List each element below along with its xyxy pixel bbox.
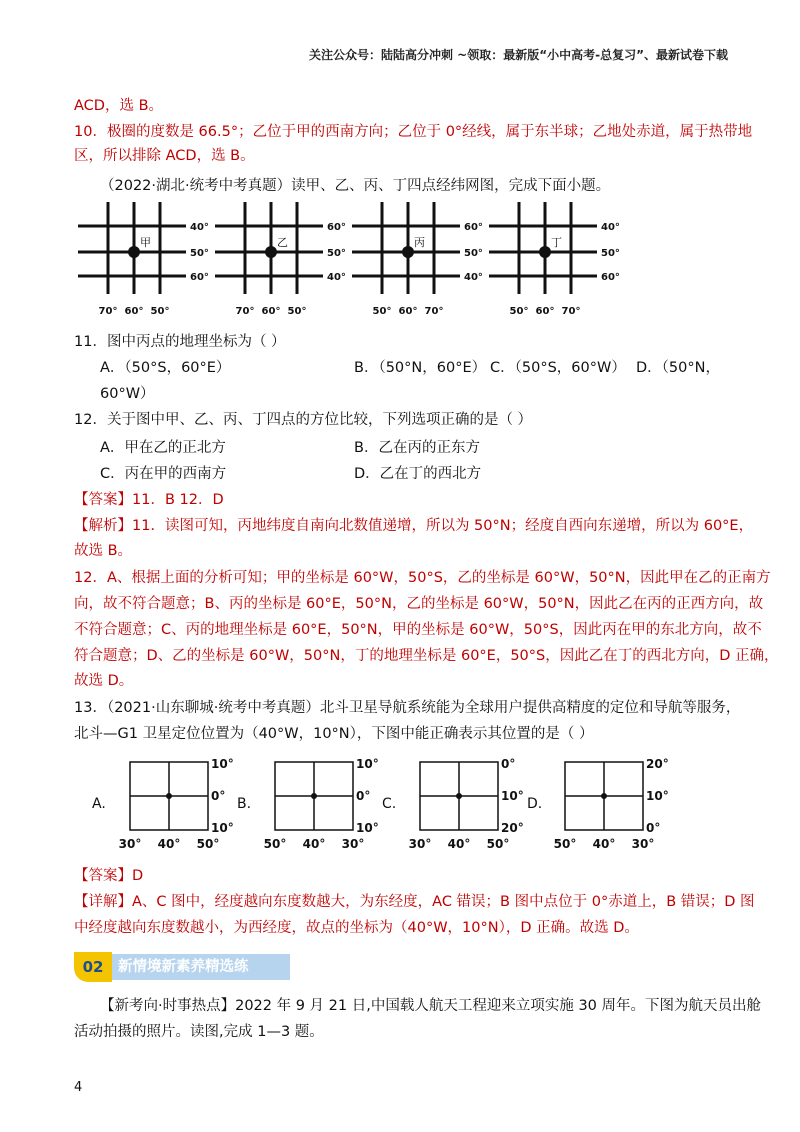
longitude-label: 50° [196,837,220,851]
location-point [456,793,462,799]
longitude-label: 40° [157,837,181,851]
point-label: 丙 [414,236,425,249]
longitude-label: 70° [98,306,118,317]
longitude-label: 60° [535,306,555,317]
location-point [265,246,277,258]
longitude-label: 60° [124,306,144,317]
latitude-label: 10° [646,789,669,803]
answer-line: 【答案】11．B 12．D [74,492,224,508]
location-point [402,246,414,258]
latitude-label: 40° [327,272,346,283]
longitude-label: 30° [118,837,142,851]
option-a: A．（50°S，60°E） [100,360,231,376]
question-12: 12．关于图中甲、乙、丙、丁四点的方位比较，下列选项正确的是（ ） [74,412,533,428]
option-a: A．甲在乙的正北方 [100,440,226,456]
detail-line: 【详解】A、C 图中，经度越向东度数越大，为东经度，AC 错误；B 图中点位于 0°赤道上，B 错误；D 图 [74,894,755,910]
question-11: 11．图中丙点的地理坐标为（ ） [74,334,286,350]
section-number: 02 [74,952,112,982]
longitude-label: 60° [261,306,281,317]
latitude-label: 60° [464,222,483,233]
lat-lon-grids-2 [86,756,726,856]
analysis-line: 故选 D。 [74,673,134,689]
latitude-label: 0° [501,757,516,771]
option-c: C．丙在甲的西南方 [100,466,227,482]
lat-lon-grids-1 [70,196,630,320]
longitude-label: 40° [592,837,616,851]
latitude-label: 50° [327,248,346,259]
page-number: 4 [74,1080,83,1095]
longitude-label: 30° [408,837,432,851]
latitude-label: 60° [601,272,620,283]
latitude-label: 10° [211,757,234,771]
option-d: D．乙在丁的西北方 [354,466,482,482]
latitude-label: 50° [464,248,483,259]
latitude-label: 50° [190,248,209,259]
longitude-label: 50° [263,837,287,851]
answer-line: ACD，选 B。 [74,98,164,114]
longitude-label: 30° [631,837,655,851]
longitude-label: 50° [150,306,170,317]
location-point [601,793,607,799]
latitude-label: 10° [356,821,379,835]
location-point [128,246,140,258]
latitude-label: 60° [190,272,209,283]
longitude-label: 70° [424,306,444,317]
longitude-label: 50° [553,837,577,851]
page-header: 关注公众号：陆陆高分冲刺 ~领取：最新版“小中高考-总复习”、最新试卷下载 [309,48,728,62]
analysis-line: 向，故不符合题意；B、丙的坐标是 60°E，50°N，乙的坐标是 60°W，50°N，因此乙在丙的正西方向，故 [74,596,764,612]
latitude-label: 10° [356,757,379,771]
option-d: D．（50°N， [636,360,720,376]
section-banner [74,952,290,982]
latitude-label: 50° [601,248,620,259]
option-label: D. [527,796,543,812]
point-label: 丁 [551,236,562,249]
longitude-label: 50° [509,306,529,317]
longitude-label: 30° [341,837,365,851]
latitude-label: 10° [501,789,524,803]
analysis-line: 12．A、根据上面的分析可知；甲的坐标是 60°W，50°S，乙的坐标是 60°W，50°N，因此甲在乙的正南方 [74,570,771,586]
option-b: B．乙在丙的正东方 [354,440,480,456]
analysis-line: 【解析】11．读图可知，丙地纬度自南向北数值递增，所以为 50°N；经度自西向东递增，所以为 60°E， [74,518,754,534]
latitude-label: 20° [646,757,669,771]
news-line: 【新考向·时事热点】2022 年 9 月 21 日,中国载人航天工程迎来立项实施 30 周年。下图为航天员出舱 [100,998,762,1014]
longitude-label: 60° [398,306,418,317]
latitude-label: 60° [327,222,346,233]
longitude-label: 70° [561,306,581,317]
longitude-label: 40° [447,837,471,851]
latitude-label: 10° [211,821,234,835]
location-point [311,793,317,799]
option-c: C．（50°S，60°W） [490,360,626,376]
latitude-label: 40° [190,222,209,233]
option-label: A. [92,796,106,812]
option-b: B．（50°N，60°E） [354,360,487,376]
latitude-label: 0° [211,789,226,803]
news-line: 活动拍摄的照片。读图,完成 1—3 题。 [74,1024,324,1040]
question-intro: （2022·湖北·统考中考真题）读甲、乙、丙、丁四点经纬网图，完成下面小题。 [100,178,611,194]
latitude-label: 0° [646,821,661,835]
question-13-cont: 北斗—G1 卫星定位位置为（40°W，10°N），下图中能正确表示其位置的是（ ） [74,726,594,742]
longitude-label: 40° [302,837,326,851]
question-13: 13．（2021·山东聊城·统考中考真题）北斗卫星导航系统能为全球用户提供高精度的定位和导航等服务， [74,700,741,716]
latitude-label: 40° [464,272,483,283]
longitude-label: 50° [372,306,392,317]
answer-line: 区，所以排除 ACD，选 B。 [74,148,255,164]
analysis-line: 故选 B。 [74,543,133,559]
longitude-label: 70° [235,306,255,317]
longitude-label: 50° [486,837,510,851]
section-title: 新情境新素养精选练 [108,954,290,980]
analysis-line: 符合题意；D、乙的坐标是 60°W，50°N，丁的地理坐标是 60°E，50°S，因此乙在丁的西北方向，D 正确， [74,648,779,664]
detail-line: 中经度越向东度数越小，为西经度，故点的坐标为（40°W，10°N），D 正确。故选 D。 [74,920,639,936]
longitude-label: 50° [287,306,307,317]
point-label: 乙 [277,236,288,249]
option-label: C. [382,796,397,812]
option-label: B. [237,796,252,812]
answer-line: 10．极圈的度数是 66.5°；乙位于甲的西南方向；乙位于 0°经线，属于东半球；乙地处赤道，属于热带地 [74,124,753,140]
latitude-label: 20° [501,821,524,835]
latitude-label: 40° [601,222,620,233]
answer-line: 【答案】D [74,868,144,884]
location-point [166,793,172,799]
location-point [539,246,551,258]
option-d-cont: 60°W） [100,386,155,402]
latitude-label: 0° [356,789,371,803]
point-label: 甲 [140,236,151,249]
analysis-line: 不符合题意；C、丙的地理坐标是 60°E，50°N，甲的坐标是 60°W，50°S，因此丙在甲的东北方向，故不 [74,622,762,638]
